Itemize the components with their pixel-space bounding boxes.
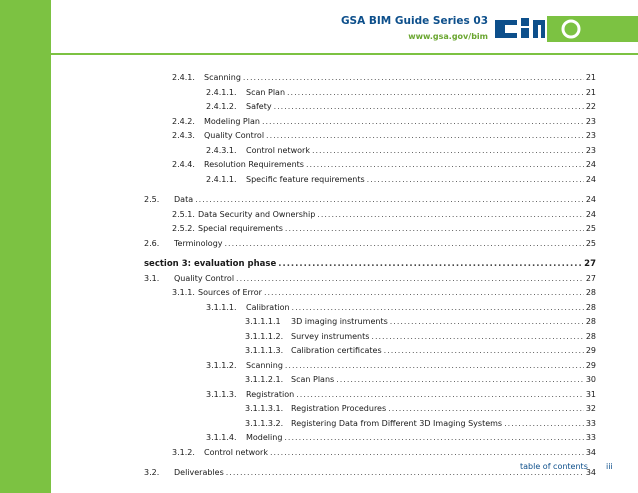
toc-entry-page: 32 <box>585 404 596 413</box>
dot-leader <box>195 193 584 208</box>
toc-entry-title: Modeling <box>246 433 283 442</box>
toc-entry[interactable] <box>144 100 596 115</box>
toc-entry-number: 3.1.2. <box>172 447 195 457</box>
toc-entry[interactable] <box>144 417 596 432</box>
toc-entry-number: 2.5. <box>144 195 160 204</box>
toc-entry-page: 24 <box>585 209 596 219</box>
toc-entry-page: 21 <box>585 87 596 97</box>
dot-leader <box>284 431 583 446</box>
toc-entry-page: 28 <box>585 288 596 297</box>
toc-entry-title: Quality Control <box>174 273 235 283</box>
dot-leader <box>317 208 584 223</box>
toc-entry[interactable] <box>144 129 596 144</box>
toc-entry[interactable] <box>144 144 596 159</box>
toc-entry-number: 3.1.1.3.1. <box>245 404 284 413</box>
toc-entry-number: 2.4.3.1. <box>206 145 237 155</box>
green-sidebar <box>0 0 51 493</box>
toc-entry[interactable] <box>144 222 596 237</box>
dot-leader <box>266 129 584 144</box>
dot-leader <box>390 315 584 330</box>
footer-label: table of contents <box>520 462 588 471</box>
toc-entry-title: Calibration <box>246 302 290 312</box>
toc-entry-page: 25 <box>585 238 596 248</box>
toc-entry-number: 2.4.4. <box>172 160 195 169</box>
dot-leader <box>296 388 584 403</box>
header-divider <box>51 53 638 55</box>
toc-entry-title: Registration <box>246 389 295 399</box>
toc-entry-number: 3.2. <box>144 468 160 477</box>
dot-leader <box>388 402 584 417</box>
toc-entry[interactable] <box>144 86 596 101</box>
dot-leader <box>274 100 584 115</box>
gsa-bim-logo <box>493 12 638 44</box>
toc-entry-title: Scanning <box>246 360 283 370</box>
series-title: GSA BIM Guide Series 03 <box>340 15 488 27</box>
toc-entry-number: 2.4.1.1. <box>206 87 237 97</box>
toc-entry[interactable] <box>144 373 596 388</box>
dot-leader <box>262 115 584 130</box>
toc-entry[interactable] <box>144 402 596 417</box>
toc-entry[interactable] <box>144 344 596 359</box>
toc-entry[interactable] <box>144 272 596 287</box>
dot-leader <box>236 272 584 287</box>
dot-leader <box>504 417 584 432</box>
toc-entry-number: 2.4.1.1. <box>206 174 237 184</box>
toc-entry-title: Special requirements <box>198 224 283 233</box>
dot-leader <box>264 286 584 301</box>
toc-entry-page: 24 <box>585 174 596 184</box>
toc-entry[interactable] <box>144 315 596 330</box>
toc-entry-page: 21 <box>585 73 596 82</box>
toc-entry-number: 2.4.2. <box>172 116 195 126</box>
toc-entry-number: 3.1.1.3.2. <box>245 418 284 428</box>
dot-leader <box>336 373 584 388</box>
dot-leader <box>312 144 584 159</box>
dot-leader <box>384 344 584 359</box>
toc-entry-page: 29 <box>585 346 596 355</box>
dot-leader <box>306 158 584 173</box>
toc-entry-title: Data Security and Ownership <box>198 209 316 219</box>
toc-entry-title: section 3: evaluation phase <box>144 259 277 269</box>
toc-entry-page: 33 <box>585 433 596 442</box>
toc-entry[interactable] <box>144 286 596 301</box>
toc-entry-title: Scanning <box>204 73 241 82</box>
toc-entry[interactable] <box>144 115 596 130</box>
toc-entry-page: 23 <box>585 131 596 140</box>
toc-entry-number: 3.1.1.3. <box>206 389 237 399</box>
toc-entry-page: 24 <box>585 195 596 204</box>
dot-leader <box>367 173 584 188</box>
dot-leader <box>278 257 582 272</box>
dot-leader <box>285 359 584 374</box>
toc-entry-number: 3.1.1.2.1. <box>245 375 284 384</box>
toc-entry-title: Scan Plan <box>246 87 286 97</box>
toc-entry-number: 3.1.1.4. <box>206 433 237 442</box>
toc-entry-title: Registration Procedures <box>291 404 387 413</box>
toc-section-heading[interactable] <box>144 257 596 272</box>
toc-entry-title: 3D imaging instruments <box>291 317 388 326</box>
toc-entry[interactable] <box>144 208 596 223</box>
dot-leader <box>287 86 584 101</box>
toc-entry-title: Scan Plans <box>291 375 335 384</box>
toc-entry[interactable] <box>144 158 596 173</box>
toc-entry-page: 28 <box>585 331 596 341</box>
toc-entry[interactable] <box>144 301 596 316</box>
toc-entry-title: Quality Control <box>204 131 265 140</box>
toc-entry-title: Specific feature requirements <box>246 174 365 184</box>
toc-entry-title: Calibration certificates <box>291 346 382 355</box>
toc-entry-title: Safety <box>246 102 272 111</box>
toc-entry-page: 34 <box>585 447 596 457</box>
dot-leader <box>292 301 584 316</box>
toc-entry-page: 27 <box>584 259 596 269</box>
website-link[interactable]: www.gsa.gov/bim <box>408 32 488 41</box>
toc-entry-title: Terminology <box>174 238 223 248</box>
toc-entry-page: 34 <box>585 468 596 477</box>
toc-entry-page: 29 <box>585 360 596 370</box>
dot-leader <box>285 222 584 237</box>
toc-entry-number: 2.4.1. <box>172 73 195 82</box>
toc-entry-number: 2.4.3. <box>172 131 195 140</box>
toc-entry[interactable] <box>144 193 596 208</box>
toc-entry-number: 3.1.1.1.3. <box>245 346 284 355</box>
toc-entry-page: 23 <box>585 116 596 126</box>
toc-entry-number: 2.5.2. <box>172 224 195 233</box>
toc-entry[interactable] <box>144 359 596 374</box>
toc-entry-title: Survey instruments <box>291 331 370 341</box>
toc-entry-number: 2.6. <box>144 238 160 248</box>
toc-entry-page: 24 <box>585 160 596 169</box>
toc-entry-title: Deliverables <box>174 468 224 477</box>
toc-entry[interactable] <box>144 237 596 252</box>
toc-entry-title: Sources of Error <box>198 288 262 297</box>
toc-entry-page: 33 <box>585 418 596 428</box>
toc-entry[interactable] <box>144 431 596 446</box>
toc-entry-number: 3.1.1.1.2. <box>245 331 284 341</box>
toc-entry-page: 25 <box>585 224 596 233</box>
dot-leader <box>243 71 584 86</box>
toc-entry-number: 3.1.1. <box>172 288 195 297</box>
toc-entry[interactable] <box>144 71 596 86</box>
toc-entry-number: 2.5.1. <box>172 209 195 219</box>
toc-entry[interactable] <box>144 446 596 461</box>
toc-entry-title: Resolution Requirements <box>204 160 304 169</box>
toc-entry-page: 22 <box>585 102 596 111</box>
toc-entry-number: 3.1.1.2. <box>206 360 237 370</box>
table-of-contents <box>144 71 596 481</box>
toc-entry-page: 23 <box>585 145 596 155</box>
toc-entry-title: Modeling Plan <box>204 116 260 126</box>
toc-entry-page: 31 <box>585 389 596 399</box>
toc-entry[interactable] <box>144 173 596 188</box>
toc-entry-number: 2.4.1.2. <box>206 102 237 111</box>
toc-entry-page: 30 <box>585 375 596 384</box>
toc-entry-title: Registering Data from Different 3D Imaging Systems <box>291 418 503 428</box>
toc-entry-title: Control network <box>204 447 268 457</box>
toc-entry-title: Data <box>174 195 194 204</box>
toc-entry-page: 27 <box>585 273 596 283</box>
toc-entry-title: Control network <box>246 145 310 155</box>
toc-entry-number: 3.1. <box>144 273 160 283</box>
dot-leader <box>270 446 584 461</box>
toc-entry[interactable] <box>144 330 596 345</box>
header <box>341 15 488 41</box>
toc-entry-page: 28 <box>585 317 596 326</box>
dot-leader <box>371 330 583 345</box>
toc-entry-page: 28 <box>585 302 596 312</box>
toc-entry-number: 3.1.1.1. <box>206 302 237 312</box>
page-number: iii <box>606 462 613 471</box>
dot-leader <box>225 237 584 252</box>
toc-entry-number: 3.1.1.1.1 <box>245 317 281 326</box>
toc-entry[interactable] <box>144 388 596 403</box>
